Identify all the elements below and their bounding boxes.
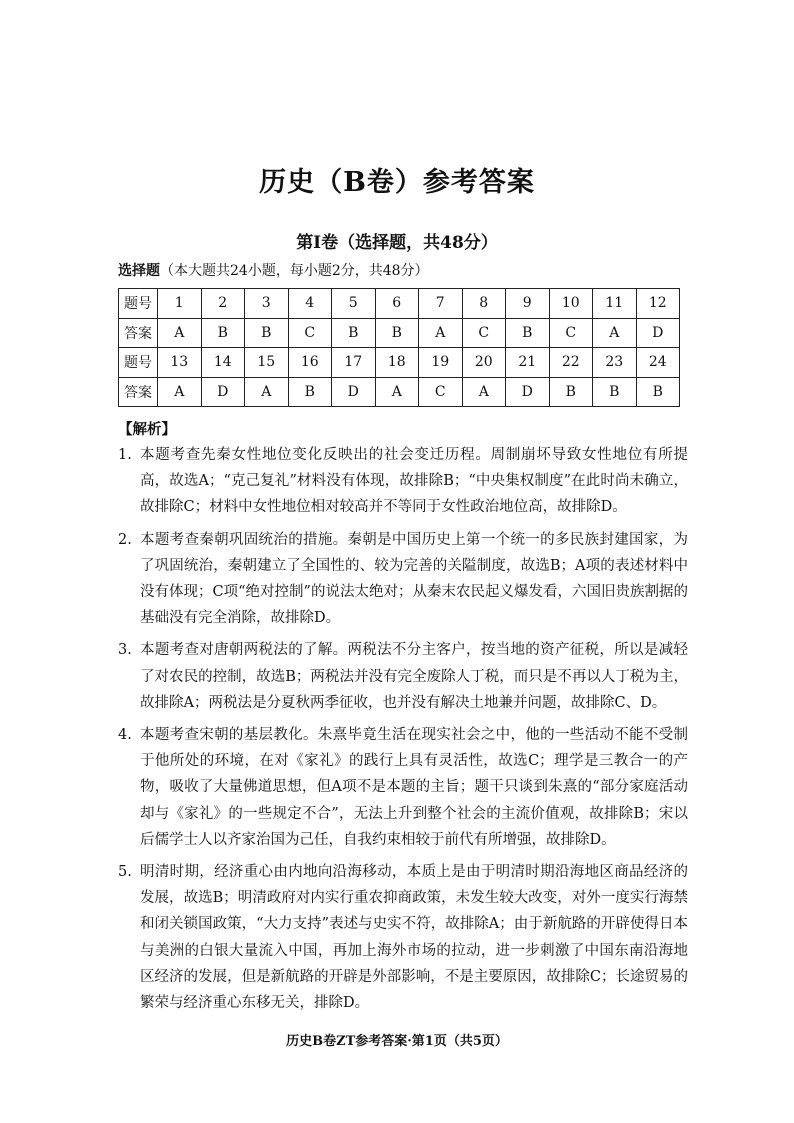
question-number: 22 — [549, 348, 593, 378]
answer-cell: B — [375, 318, 419, 348]
answer-cell: D — [506, 377, 550, 407]
answer-cell: D — [201, 377, 245, 407]
question-number: 6 — [375, 289, 419, 319]
question-number: 3 — [245, 289, 289, 319]
question-number: 4 — [288, 289, 332, 319]
answer-cell: B — [332, 318, 376, 348]
analysis-item — [118, 527, 688, 632]
question-row-2 — [119, 348, 680, 378]
item-text: 本题考查对唐朝两税法的了解。两税法不分主客户，按当地的资产征税，所以是减轻了对农民的控制，故选B；两税法并没有完全废除人丁税，而只是不再以人丁税为主，故排除A；两税法是分夏秋两季征收，也并没有解决土地兼并问题，故排除C、D。 — [140, 642, 688, 711]
question-number: 13 — [158, 348, 202, 378]
question-number: 10 — [549, 289, 593, 319]
row-label-question: 题号 — [119, 348, 158, 378]
page-footer: 历史B卷ZT参考答案·第1页（共5页） — [286, 1034, 508, 1049]
question-number: 9 — [506, 289, 550, 319]
question-number: 15 — [245, 348, 289, 378]
item-number: 3. — [118, 642, 132, 659]
section-note — [118, 260, 429, 280]
answer-cell: C — [549, 318, 593, 348]
question-number: 14 — [201, 348, 245, 378]
answer-cell: B — [201, 318, 245, 348]
answer-cell: C — [419, 377, 463, 407]
analysis-heading: 【解析】 — [118, 421, 176, 438]
row-label-answer: 答案 — [119, 377, 158, 407]
answer-cell: A — [375, 377, 419, 407]
question-number: 2 — [201, 289, 245, 319]
section-label: 选择题 — [118, 263, 160, 279]
analysis-item — [118, 637, 688, 716]
question-number: 21 — [506, 348, 550, 378]
analysis-item — [118, 442, 688, 521]
answer-cell: A — [593, 318, 637, 348]
answer-cell: B — [288, 377, 332, 407]
question-number: 8 — [462, 289, 506, 319]
answer-cell: B — [245, 318, 289, 348]
answer-row-1 — [119, 318, 680, 348]
item-number: 5. — [118, 864, 132, 881]
answer-row-2 — [119, 377, 680, 407]
answer-cell: D — [636, 318, 680, 348]
item-text: 本题考查宋朝的基层教化。朱熹毕竟生活在现实社会之中，他的一些活动不能不受制于他所处的环境，在对《家礼》的践行上具有灵活性，故选C；理学是三教合一的产物，吸收了大量佛道思想，但A项不是本题的主旨；题干只谈到朱熹的“部分家庭活动却与《家礼》的一些规定不合”，无法上升到整个社会的主流价值观，故排除B；宋以后儒学士人以齐家治国为己任，自我约束相较于前代有所增强，故排除D。 — [140, 727, 688, 848]
question-number: 1 — [158, 289, 202, 319]
answer-cell: A — [245, 377, 289, 407]
answer-cell: C — [462, 318, 506, 348]
question-number: 5 — [332, 289, 376, 319]
question-number: 19 — [419, 348, 463, 378]
answer-cell: A — [419, 318, 463, 348]
analysis-list — [118, 442, 688, 1022]
answer-cell: B — [506, 318, 550, 348]
question-number: 17 — [332, 348, 376, 378]
answer-cell: A — [462, 377, 506, 407]
section-subtitle: 第Ⅰ卷（选择题，共48分） — [296, 233, 498, 253]
answer-cell: D — [332, 377, 376, 407]
question-number: 20 — [462, 348, 506, 378]
question-number: 11 — [593, 289, 637, 319]
row-label-question: 题号 — [119, 289, 158, 319]
question-number: 24 — [636, 348, 680, 378]
section-description: （本大题共24小题，每小题2分，共48分） — [160, 263, 429, 279]
analysis-item — [118, 859, 688, 1016]
answer-cell: B — [549, 377, 593, 407]
page-title: 历史（B卷）参考答案 — [259, 167, 535, 198]
question-number: 7 — [419, 289, 463, 319]
answer-cell: C — [288, 318, 332, 348]
answer-cell: B — [593, 377, 637, 407]
item-number: 2. — [118, 531, 132, 548]
answer-cell: B — [636, 377, 680, 407]
item-number: 4. — [118, 727, 132, 744]
item-text: 本题考查秦朝巩固统治的措施。秦朝是中国历史上第一个统一的多民族封建国家，为了巩固统治，秦朝建立了全国性的、较为完善的关隘制度，故选B；A项的表述材料中没有体现；C项“绝对控制”的说法太绝对；从秦末农民起义爆发看，六国旧贵族割据的基础没有完全消除，故排除D。 — [140, 531, 688, 627]
item-number: 1. — [118, 447, 132, 463]
question-number: 23 — [593, 348, 637, 378]
analysis-item — [118, 722, 688, 853]
row-label-answer: 答案 — [119, 318, 158, 348]
item-text: 本题考查先秦女性地位变化反映出的社会变迁历程。周制崩坏导致女性地位有所提高，故选A；“克己复礼”材料没有体现，故排除B；“中央集权制度”在此时尚未确立，故排除C；材料中女性地位相对较高并不等同于女性政治地位高，故排除D。 — [140, 447, 688, 516]
answer-cell: A — [158, 318, 202, 348]
item-text: 明清时期，经济重心由内地向沿海移动，本质上是由于明清时期沿海地区商品经济的发展，故选B；明清政府对内实行重农抑商政策，未发生较大改变，对外一度实行海禁和闭关锁国政策，“大力支持”表述与史实不符，故排除A；由于新航路的开辟使得日本与美洲的白银大量流入中国，再加上海外市场的拉动，进一步刺激了中国东南沿海地区经济的发展，但是新航路的开辟是外部影响，不是主要原因，故排除C；长途贸易的繁荣与经济重心东移无关，排除D。 — [140, 864, 688, 1012]
question-number: 18 — [375, 348, 419, 378]
question-number: 12 — [636, 289, 680, 319]
answer-cell: A — [158, 377, 202, 407]
answer-table — [118, 288, 680, 407]
question-row-1 — [119, 289, 680, 319]
question-number: 16 — [288, 348, 332, 378]
